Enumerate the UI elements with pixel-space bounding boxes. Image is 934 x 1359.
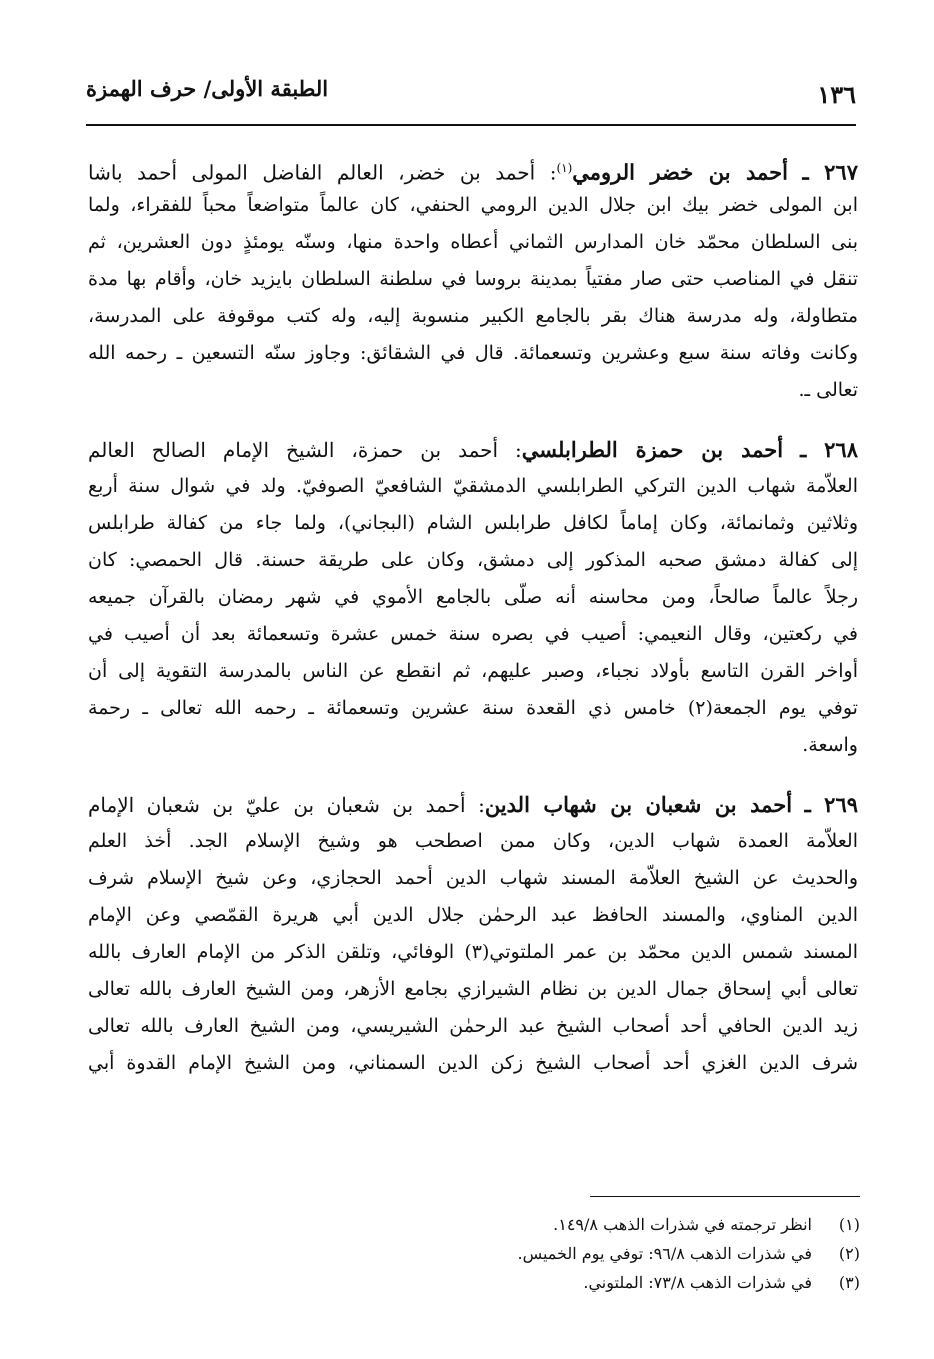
text-line: توفي يوم الجمعة(٢) خامس ذي القعدة سنة عشرين وتسعمائة ـ رحمه الله تعالى ـ رحمة <box>88 697 858 719</box>
entry-number: ٢٦٩ ـ <box>804 792 858 817</box>
running-head: الطبقة الأولى/ حرف الهمزة <box>86 76 329 101</box>
entry-name: أحمد بن شعبان بن شهاب الدين <box>484 792 793 817</box>
text-line: وكانت وفاته سنة سبع وعشرين وتسعمائة. قال في الشقائق: وجاوز سنّه التسعين ـ رحمه الله <box>88 342 858 364</box>
text-line: ابن المولى خضر بيك ابن جلال الدين الرومي الحنفي، كان عالماً متواضعاً محباً للفقراء، ولما <box>88 194 858 216</box>
text-line: تنقل في المناصب حتى صار مفتياً بمدينة بروسا في سلطنة السلطان بايزيد خان، وأقام بها مدة <box>88 268 858 290</box>
page-number: ١٣٦ <box>817 80 856 109</box>
footnote-mark: (٢) <box>838 1244 860 1263</box>
text-line: زيد الدين الحافي أحد أصحاب الشيخ عبد الرحمٰن الشيريسي، ومن الشيخ العارف بالله تعالى <box>88 1015 858 1037</box>
entry-first-line-text: : أحمد بن حمزة، الشيخ الإمام الصالح العالم <box>88 438 522 462</box>
text-line: العلاّمة شهاب الدين التركي الطرابلسي الدمشقيّ الشافعيّ الصوفيّ. ولد في شوال سنة أربع <box>88 475 858 497</box>
text-line: تعالى أبي إسحاق جمال الدين بن نظام الشيرازي بجامع الأزهر، ومن الشيخ العارف بالله تعالى <box>88 978 858 1000</box>
entry-number: ٢٦٧ ـ <box>802 159 858 185</box>
entry-name: أحمد بن خضر الرومي <box>572 159 788 185</box>
footnote <box>300 1239 860 1268</box>
footnote-text: انظر ترجمته في شذرات الذهب ١٤٩/٨. <box>553 1215 812 1234</box>
text-line: إلى كفالة دمشق صحبه المذكور إلى دمشق، وكان على طريقة حسنة. قال الحمصي: كان <box>88 549 858 571</box>
text-line: متطاولة، وله مدرسة هناك بقر بالجامع الكبير منسوبة إليه، وله كتب موقوفة على المدرسة، <box>88 305 858 327</box>
text-line: بنى السلطان محمّد خان المدارس الثماني أعطاه واحدة منها، وسنّه يومئذٍ دون العشرين، ثم <box>88 231 858 253</box>
text-line: شرف الدين الغزي أحد أصحاب الشيخ زكن الدين السمناني، ومن الشيخ الإمام القدوة أبي <box>88 1052 858 1074</box>
footnote-mark: (٣) <box>838 1273 860 1292</box>
entry-first-line <box>88 431 858 468</box>
text-line: والحديث عن الشيخ العلاّمة المسند شهاب الدين أحمد الحجازي، وعن شيخ الإسلام شرف <box>88 867 858 889</box>
text-line: في ركعتين، وقال النعيمي: أصيب في بصره سنة خمس عشرة وتسعمائة بعد أن أصيب في <box>88 623 858 645</box>
text-line: وثلاثين وثمانمائة، وكان إماماً لكافل طرابلس الشام (البجاني)، ولما جاء من كفالة طرابلس <box>88 512 858 534</box>
text-line: رجلاً عالماً صالحاً، ومن محاسنه أنه صلّى بالجامع الأموي في شهر رمضان بالقرآن جميعه <box>88 586 858 608</box>
text-line: واسعة. <box>802 734 858 756</box>
text-line: تعالى ـ. <box>798 379 858 401</box>
main-text <box>88 150 858 1104</box>
page-header <box>86 72 856 112</box>
text-line: أواخر القرن التاسع بأولاد نجباء، وصبر عليهم، ثم انقطع عن الناس بالمدرسة التقوية إلى أن <box>88 660 858 682</box>
footnote-ref: (١) <box>556 161 573 175</box>
entry-number: ٢٦٨ ـ <box>800 437 858 462</box>
footnote-text: في شذرات الذهب ٩٦/٨: توفي يوم الخميس. <box>517 1244 812 1263</box>
footnote-text: في شذرات الذهب ٧٣/٨: الملتوني. <box>583 1273 812 1292</box>
footnote <box>300 1268 860 1297</box>
text-line: العلاّمة العمدة شهاب الدين، وكان ممن اصطحب هو وشيخ الإسلام الجد. أخذ العلم <box>88 830 858 852</box>
entry-first-line <box>88 150 858 187</box>
entry-268 <box>88 431 858 764</box>
entry-269 <box>88 786 858 1082</box>
entry-267 <box>88 150 858 409</box>
entry-first-line <box>88 786 858 823</box>
text-line: المسند شمس الدين محمّد بن عمر الملتوتي(٣) الوفائي، وتلقن الذكر من الإمام العارف بالله <box>88 941 858 963</box>
entry-name: أحمد بن حمزة الطرابلسي <box>521 437 784 462</box>
entry-first-line-text: : أحمد بن خضر، العالم الفاضل المولى أحمد باشا <box>88 160 557 185</box>
footnote-rule <box>590 1196 860 1197</box>
footnotes <box>300 1210 860 1297</box>
text-line: الدين المناوي، والمسند الحافظ عبد الرحمٰن جلال الدين أبي هريرة القمّصي وعن الإمام <box>88 904 858 926</box>
header-rule <box>86 124 856 126</box>
footnote <box>300 1210 860 1239</box>
entry-first-line-text: : أحمد بن شعبان بن عليّ بن شعبان الإمام <box>88 793 485 817</box>
footnote-mark: (١) <box>838 1215 860 1234</box>
